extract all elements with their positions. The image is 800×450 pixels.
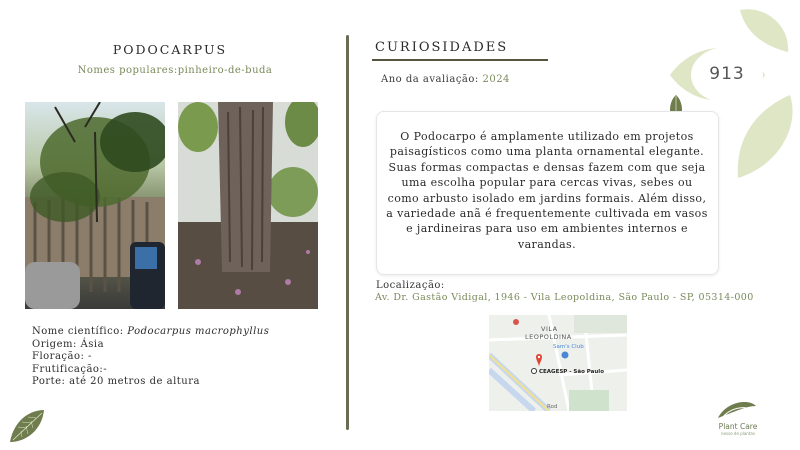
evaluation-year <box>381 74 510 85</box>
plant-number-badge: 913 <box>709 64 745 84</box>
scientific-name: Podocarpus macrophyllus <box>127 326 270 337</box>
location-map[interactable] <box>489 315 627 411</box>
store-pin-icon <box>562 352 569 359</box>
leaf-right-shape <box>738 95 793 178</box>
map-district-line1: VILA <box>541 325 558 333</box>
size: Porte: até 20 metros de altura <box>32 376 200 387</box>
leaf-icon <box>8 408 48 446</box>
title-underline <box>372 59 548 61</box>
logo-tagline: nesse de plantas <box>721 431 755 436</box>
plant-care-logo-icon <box>716 396 758 420</box>
year-label: Ano da avaliação: <box>381 74 483 85</box>
curiosities-title: CURIOSIDADES <box>375 40 509 55</box>
map-store-label: Sam's Club <box>553 344 584 350</box>
map-road-label: Rod <box>547 404 558 410</box>
location-address: Av. Dr. Gastão Vidigal, 1946 - Vila Leopoldina, São Paulo - SP, 05314-000 <box>375 292 754 303</box>
leaf-top-shape <box>740 9 788 52</box>
logo-name: Plant Care <box>718 422 758 431</box>
plant-info <box>32 326 269 389</box>
column-divider <box>346 35 349 430</box>
popular-names: Nomes populares:pinheiro-de-buda <box>77 65 273 76</box>
map-place-label: CEAGESP - São Paulo <box>539 369 604 375</box>
curiosity-text: O Podocarpo é amplamente utilizado em projetos paisagísticos como uma planta ornamental elegante. Suas formas compactas e densas fazem com que seja uma escolha popular para cercas vivas, sebes ou como arbusto isolado em jardins formais. Além disso, a variedade anã é frequentemente cultivada em vasos e jardineiras para uso em ambientes internos e varandas. <box>386 130 708 251</box>
origin: Origem: Ásia <box>32 338 105 350</box>
plant-title: PODOCARPUS <box>112 42 228 57</box>
map-district-line2: LEOPOLDINA <box>525 333 572 341</box>
map-marker-small-icon <box>513 319 519 325</box>
place-icon <box>532 369 537 374</box>
plant-photo-trunk <box>178 102 318 309</box>
fruiting: Frutificação:- <box>32 363 108 375</box>
scientific-name-line <box>32 326 269 339</box>
plant-photo-tree <box>25 102 165 309</box>
flowering: Floração: - <box>32 351 92 362</box>
scientific-label: Nome científico: <box>32 326 128 337</box>
year-value: 2024 <box>482 74 510 85</box>
location-label: Localização: <box>376 280 445 291</box>
